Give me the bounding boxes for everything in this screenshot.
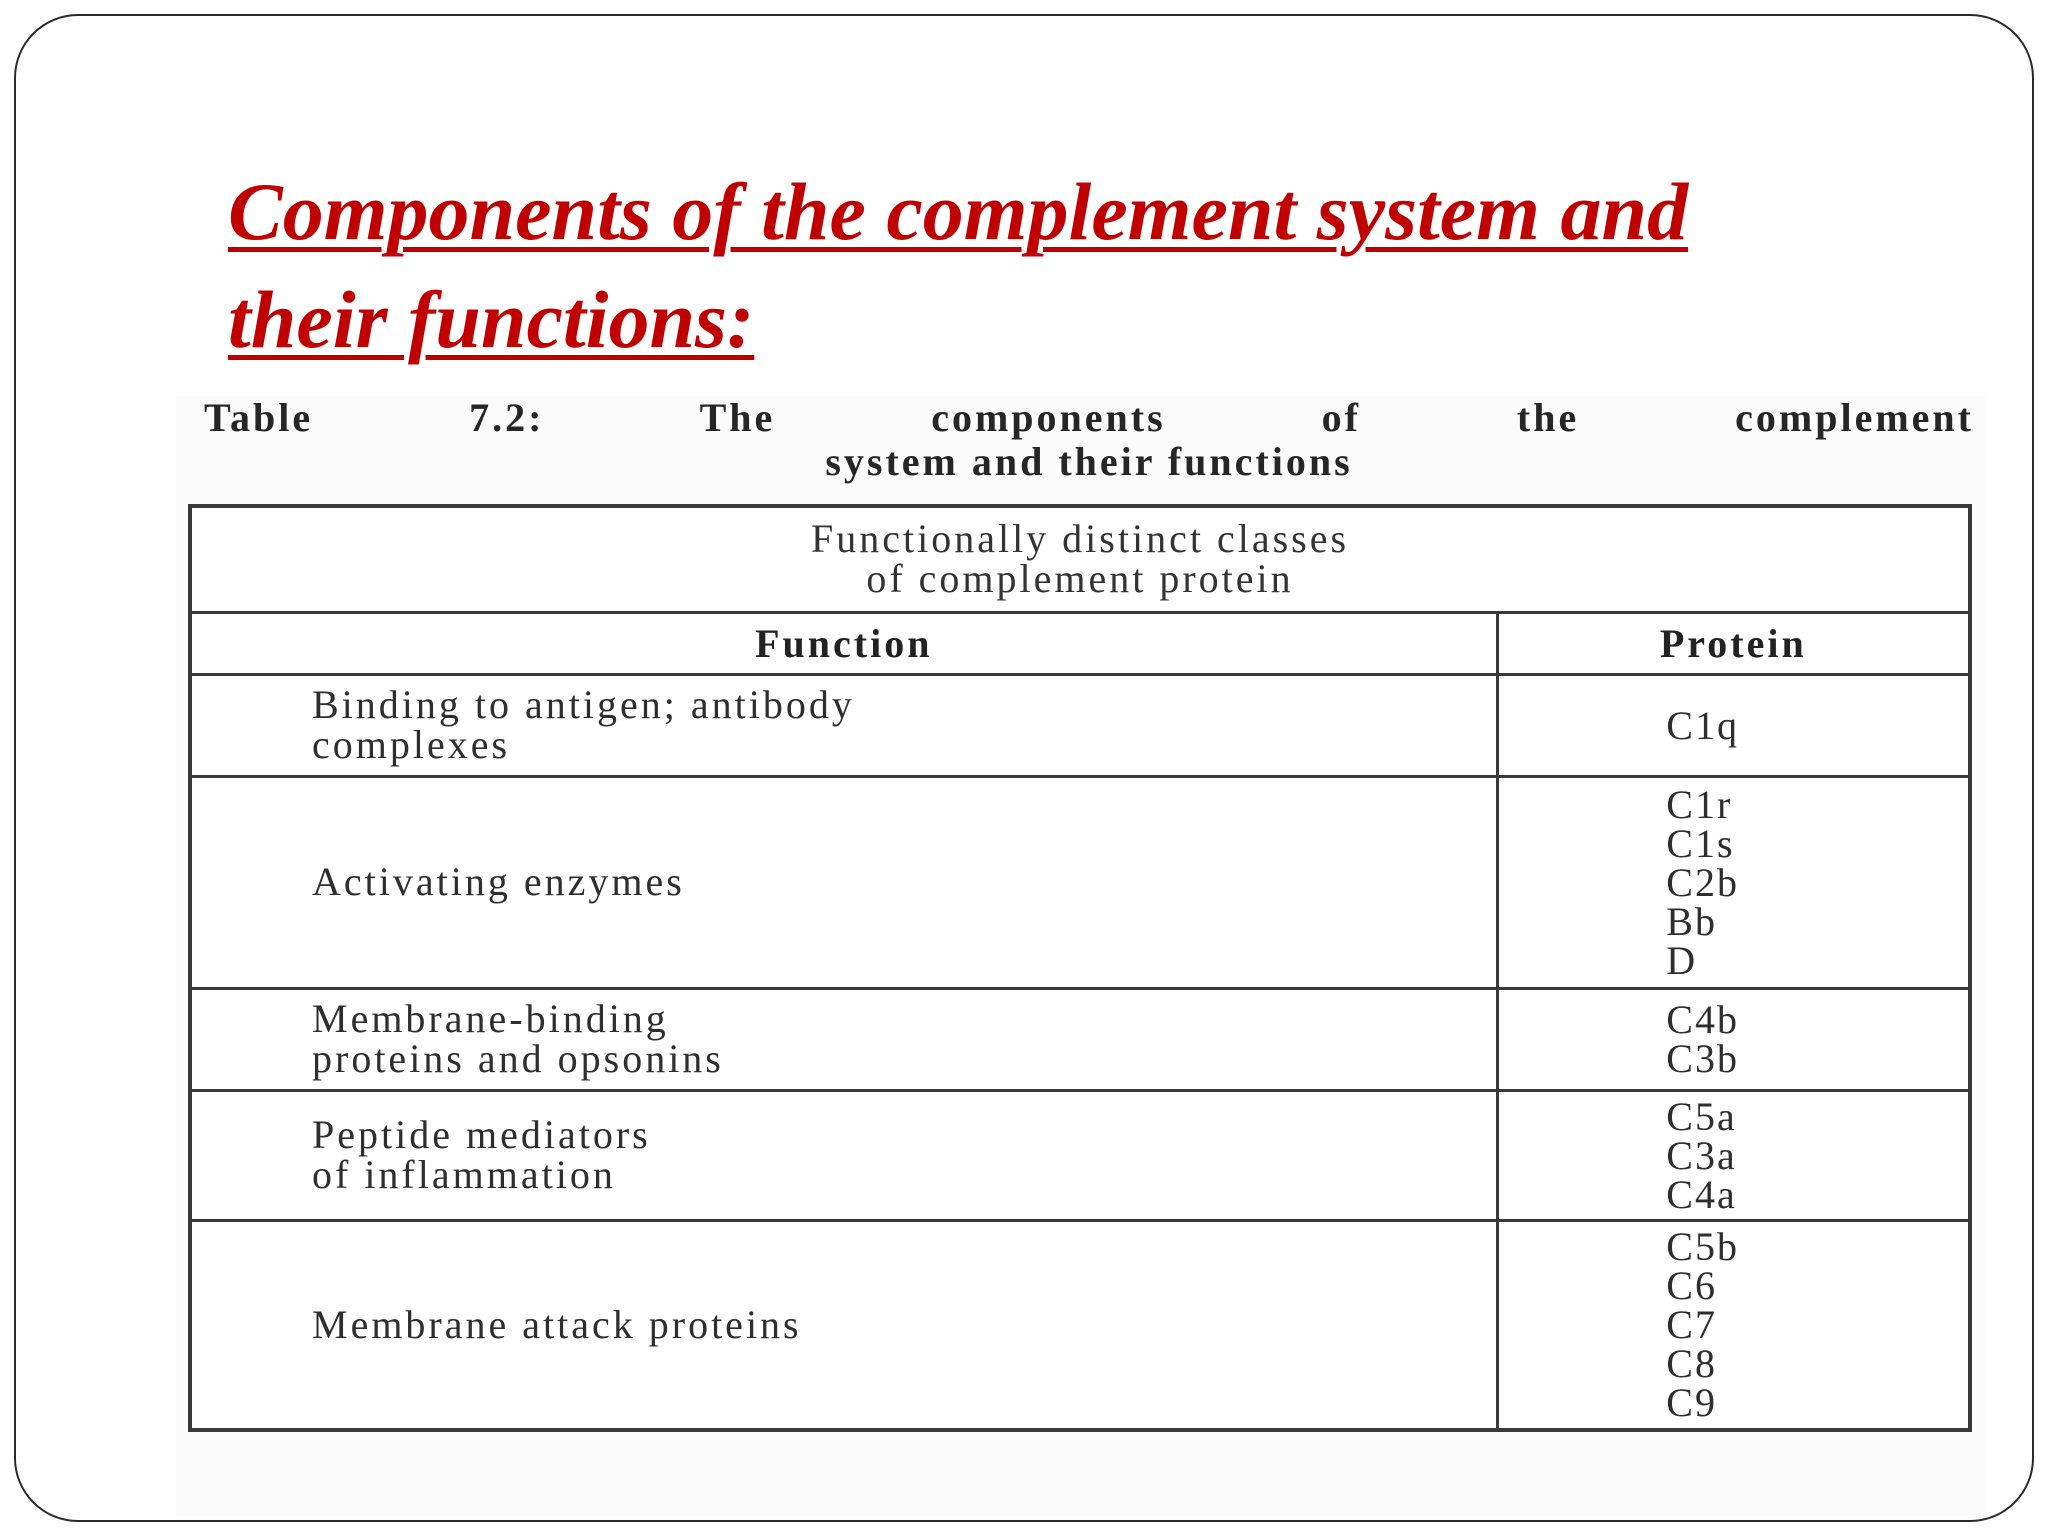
protein-name: C1q: [1666, 702, 1739, 748]
protein-cell: [1497, 988, 1970, 1090]
protein-name: C1s: [1666, 820, 1735, 866]
slide-title-line-1: Components of the complement system and: [228, 166, 1689, 257]
column-header-function: Function: [190, 612, 1497, 674]
group-header-row: [190, 506, 1970, 612]
protein-name: C3a: [1666, 1132, 1737, 1178]
protein-name: C5b: [1666, 1224, 1739, 1270]
function-cell: [190, 1090, 1497, 1220]
function-text: proteins and opsonins: [312, 1036, 724, 1081]
protein-name: C7: [1666, 1302, 1717, 1348]
function-text: complexes: [312, 722, 511, 767]
protein-name: C5a: [1666, 1093, 1737, 1139]
protein-cell: [1497, 1090, 1970, 1220]
table-row: [190, 988, 1970, 1090]
protein-name: C3b: [1666, 1036, 1739, 1081]
protein-name: C6: [1666, 1263, 1717, 1309]
protein-cell: [1497, 776, 1970, 988]
protein-list: [1658, 997, 1808, 1081]
table-caption-line-2: system and their functions: [825, 439, 1353, 484]
function-cell: [190, 776, 1497, 988]
protein-name: C2b: [1666, 859, 1739, 905]
slide-title-line-2: their functions:: [228, 274, 755, 365]
protein-name: C1r: [1666, 781, 1733, 827]
function-cell: [190, 674, 1497, 776]
table-row: [190, 674, 1970, 776]
complement-table: [188, 504, 1972, 1432]
table-row: [190, 1090, 1970, 1220]
group-header-line-1: Functionally distinct classes: [810, 516, 1350, 562]
slide-frame: [14, 14, 2034, 1522]
function-cell: [190, 1220, 1497, 1430]
protein-list: [1658, 1224, 1808, 1426]
protein-name: C9: [1666, 1380, 1717, 1426]
function-text: Membrane-binding: [312, 996, 669, 1041]
protein-cell: [1497, 674, 1970, 776]
table-row: [190, 1220, 1970, 1430]
group-header-line-2: of complement protein: [866, 556, 1294, 602]
column-header-row: [190, 612, 1970, 674]
protein-list: [1658, 1093, 1808, 1217]
protein-name: C4b: [1666, 997, 1739, 1042]
function-text: Binding to antigen; antibody: [312, 682, 855, 727]
table-figure: [176, 396, 1986, 1516]
table-caption: [204, 396, 1974, 484]
protein-list: [1658, 781, 1808, 983]
function-text: of inflammation: [312, 1152, 616, 1197]
protein-name: D: [1666, 937, 1698, 983]
group-header: [190, 506, 1970, 612]
function-text: Membrane attack proteins: [312, 1301, 802, 1347]
table-row: [190, 776, 1970, 988]
table-caption-line-1: Table 7.2: The components of the complement: [204, 395, 1974, 440]
function-text: Peptide mediators: [312, 1112, 651, 1157]
function-cell: [190, 988, 1497, 1090]
protein-list: [1658, 702, 1808, 748]
protein-cell: [1497, 1220, 1970, 1430]
protein-name: C8: [1666, 1341, 1717, 1387]
slide-title: [228, 158, 1928, 374]
protein-name: Bb: [1666, 898, 1717, 944]
protein-name: C4a: [1666, 1171, 1737, 1217]
column-header-protein: Protein: [1497, 612, 1970, 674]
function-text: Activating enzymes: [312, 859, 685, 904]
